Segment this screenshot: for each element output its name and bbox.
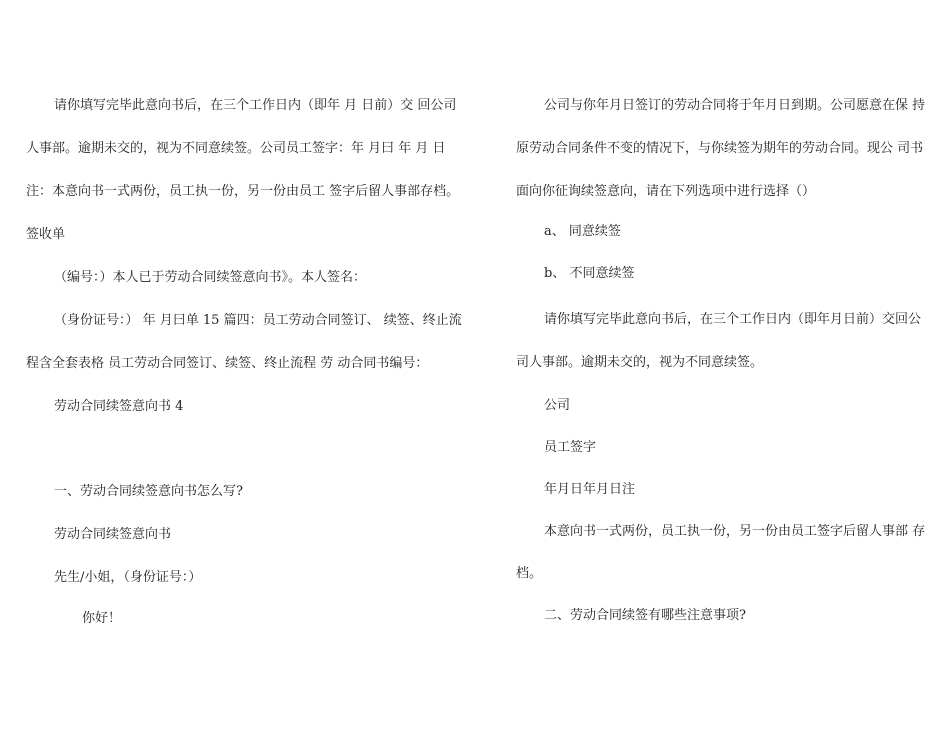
text-line: 注：本意向书一式两份，员工执一份，另一份由员工 签字后留人事部存档。 (26, 184, 460, 199)
text-line: 年月日年月日注 (544, 482, 636, 497)
text-line: 公司与你年月日签订的劳动合同将于年月日到期。公司愿意在保 持 (544, 98, 926, 113)
text-line: 公司 (544, 398, 571, 413)
text-line: 一、劳动合同续签意向书怎么写? (54, 484, 243, 499)
text-line: 劳动合同续签意向书 4 (54, 399, 184, 414)
text-line: 劳动合同续签意向书 (54, 527, 172, 542)
text-line: 程含全套表格 员工劳动合同签订、续签、终止流程 劳 动合同书编号： (26, 356, 429, 371)
text-line: （编号：）本人已于劳动合同续签意向书》。本人签名： (54, 270, 367, 285)
text-line: 请你填写完毕此意向书后，在三个工作日内（即年 月 日前）交 回公司 (54, 98, 457, 113)
text-line: 档。 (516, 566, 543, 581)
text-line: 签收单 (26, 227, 66, 242)
text-line: b、 不同意续签 (544, 266, 635, 281)
text-line: 本意向书一式两份，员工执一份，另一份由员工签字后留人事部 存 (544, 524, 926, 539)
text-line: 面向你征询续签意向，请在下列选项中进行选择（） (516, 184, 816, 199)
text-line: 二、劳动合同续签有哪些注意事项? (544, 608, 746, 623)
text-line: a、 同意续签 (544, 224, 621, 239)
text-line: 司人事部。逾期未交的，视为不同意续签。 (516, 355, 764, 370)
text-line: 员工签字 (544, 440, 597, 455)
text-line: 人事部。逾期未交的，视为不同意续签。公司员工签字：年 月曰 年 月 日 (26, 141, 446, 156)
text-line: 先生/小姐，（身份证号：） (54, 570, 202, 585)
text-line: （身份证号：） 年 月曰单 15 篇四：员工劳动合同签订、 续签、终止流 (54, 313, 462, 328)
text-line: 原劳动合同条件不变的情况下，与你续签为期年的劳动合同。现公 司书 (516, 141, 924, 156)
text-line: 请你填写完毕此意向书后，在三个工作日内（即年月日前）交回公 (544, 312, 922, 327)
text-line: 你好！ (82, 611, 122, 626)
